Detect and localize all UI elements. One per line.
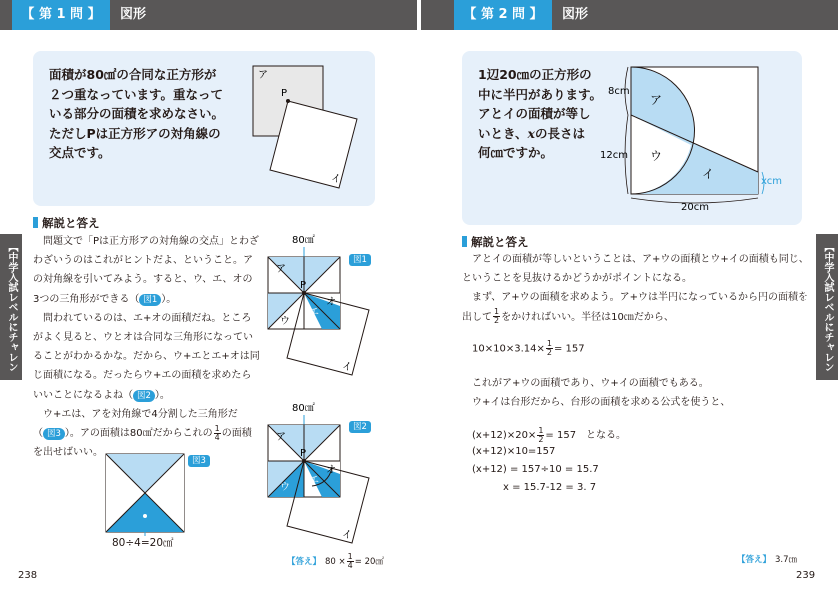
fig1-area: 80㎠	[292, 235, 315, 246]
fig2-o: オ	[326, 465, 336, 476]
question-text: 面積が80㎠の合同な正方形が ２つ重なっています。重なって いる部分の面積を求めなさい。 ただしPは正方形アの対角線の 交点です。	[49, 67, 225, 160]
header-title: 図形	[562, 7, 589, 22]
calc-line-2: (x+12)×10=157	[472, 446, 556, 457]
fig2-tag: 図2	[133, 390, 155, 402]
section-title: 解説と答え	[462, 234, 529, 250]
fig3-caption: 80÷4=20㎠	[112, 537, 174, 549]
right-answer: 【答え】 3.7㎝	[737, 555, 798, 565]
label-a: ア	[258, 70, 268, 81]
fig-q2-u: ウ	[650, 149, 663, 163]
label-i: イ	[331, 174, 341, 185]
fig-q2-i: イ	[702, 167, 715, 181]
question-text: 1辺20㎝の正方形の 中に半円があります。 アとイの面積が等し いとき、xの長さは 何㎝ですか。	[478, 67, 603, 160]
label-p: P	[281, 88, 288, 99]
fig2-a: ア	[276, 432, 286, 443]
fig-q2-12cm: 12cm	[600, 150, 628, 161]
explanation-text: アとイの面積が等しいということは、ア+ウの面積とウ+イの面積も同じ、 ということを見抜けるかどうかがポイントになる。 まず、ア+ウの面積を求めよう。ア+ウは半円になっているから円の面積を 出して $\frac{1}{2}$ をかければいい。半径は10㎝だから、	[462, 254, 809, 326]
fig1-i: イ	[342, 362, 352, 373]
left-page-number: 238	[18, 570, 38, 581]
question-number: 【 第 2 問 】	[454, 0, 552, 30]
question-number: 【 第 1 問 】	[12, 0, 110, 30]
fraction-quarter: $\frac{1}{4}$	[214, 423, 220, 442]
right-page-number: 239	[796, 570, 816, 581]
right-side-tab: 【中学入試レベルにチャレンジ！】	[816, 234, 838, 380]
left-answer: 【答え】 80 × $\frac{1}{4}$ = 20㎠	[287, 552, 384, 570]
right-header	[421, 0, 838, 30]
fig-q2-20cm: 20cm	[681, 202, 709, 212]
question2-figure	[598, 60, 798, 212]
fig1-u: ウ	[280, 316, 290, 327]
fig2-area: 80㎠	[292, 403, 315, 414]
fig1-label: 図1	[349, 254, 371, 266]
fig2-i: イ	[342, 530, 352, 541]
left-side-tab: 【中学入試レベルにチャレン	[0, 234, 22, 380]
fig2-p: P	[300, 448, 307, 459]
fig-q2-xcm: xcm	[761, 176, 782, 187]
fig3-label: 図3	[188, 455, 210, 467]
fig1-o: オ	[326, 297, 336, 308]
calc-line-1: (x+12)×20× $\frac{1}{2}$ = 157 となる。	[472, 425, 627, 444]
explanation-text-2: これがア+ウの面積であり、ウ+イの面積でもある。 ウ+イは台形だから、台形の面積を求める公式を使うと、	[472, 378, 731, 409]
fig2-label: 図2	[349, 421, 371, 433]
fig2-e: エ	[309, 475, 319, 486]
fig1-a: ア	[276, 264, 286, 275]
fig1-p: P	[300, 280, 307, 291]
header-title: 図形	[120, 7, 147, 22]
question-box	[33, 51, 375, 206]
question-figure	[245, 61, 370, 203]
fig-q2-8cm: 8cm	[608, 86, 630, 97]
calc-line-3: (x+12) = 157÷10 = 15.7	[472, 464, 599, 475]
left-header	[0, 0, 417, 30]
calc-line-4: x = 15.7-12 = 3. 7	[503, 482, 597, 493]
fraction-half: $\frac{1}{2}$	[494, 307, 500, 326]
fig1-tag: 図1	[139, 294, 161, 306]
explanation-text: 問題文で「Pは正方形アの対角線の交点」とわざ わざいうのはこれがヒントだよ、ということ。ア の対角線を引いてみよう。すると、ウ、エ、オの 3つの三角形ができる（ 図1 ）。 問われているのは、エ+オの面積だね。ところ がよく見ると、ウとオは合同な三角形になってい ることがわかるかな。だから、ウ+エとエ+オは同 じ面積になる。だったらウ+エの面積を求めたら いいことになるよね（ 図2 ）。 ウ+エは、アを対角線で4分割した三角形だ （ 図3 ）。アの面積は80㎠だからこれの $\frac{1}{4}$ の面積 を出せばいい。	[33, 236, 260, 459]
figure-1	[262, 230, 374, 378]
fig1-e: エ	[309, 307, 319, 318]
section-title: 解説と答え	[33, 215, 100, 231]
fig3-tag: 図3	[43, 428, 65, 440]
equation-1: 10×10×3.14× $\frac{1}{2}$ = 157	[472, 339, 585, 357]
fig2-u: ウ	[280, 482, 290, 493]
fig-q2-a: ア	[650, 93, 663, 107]
